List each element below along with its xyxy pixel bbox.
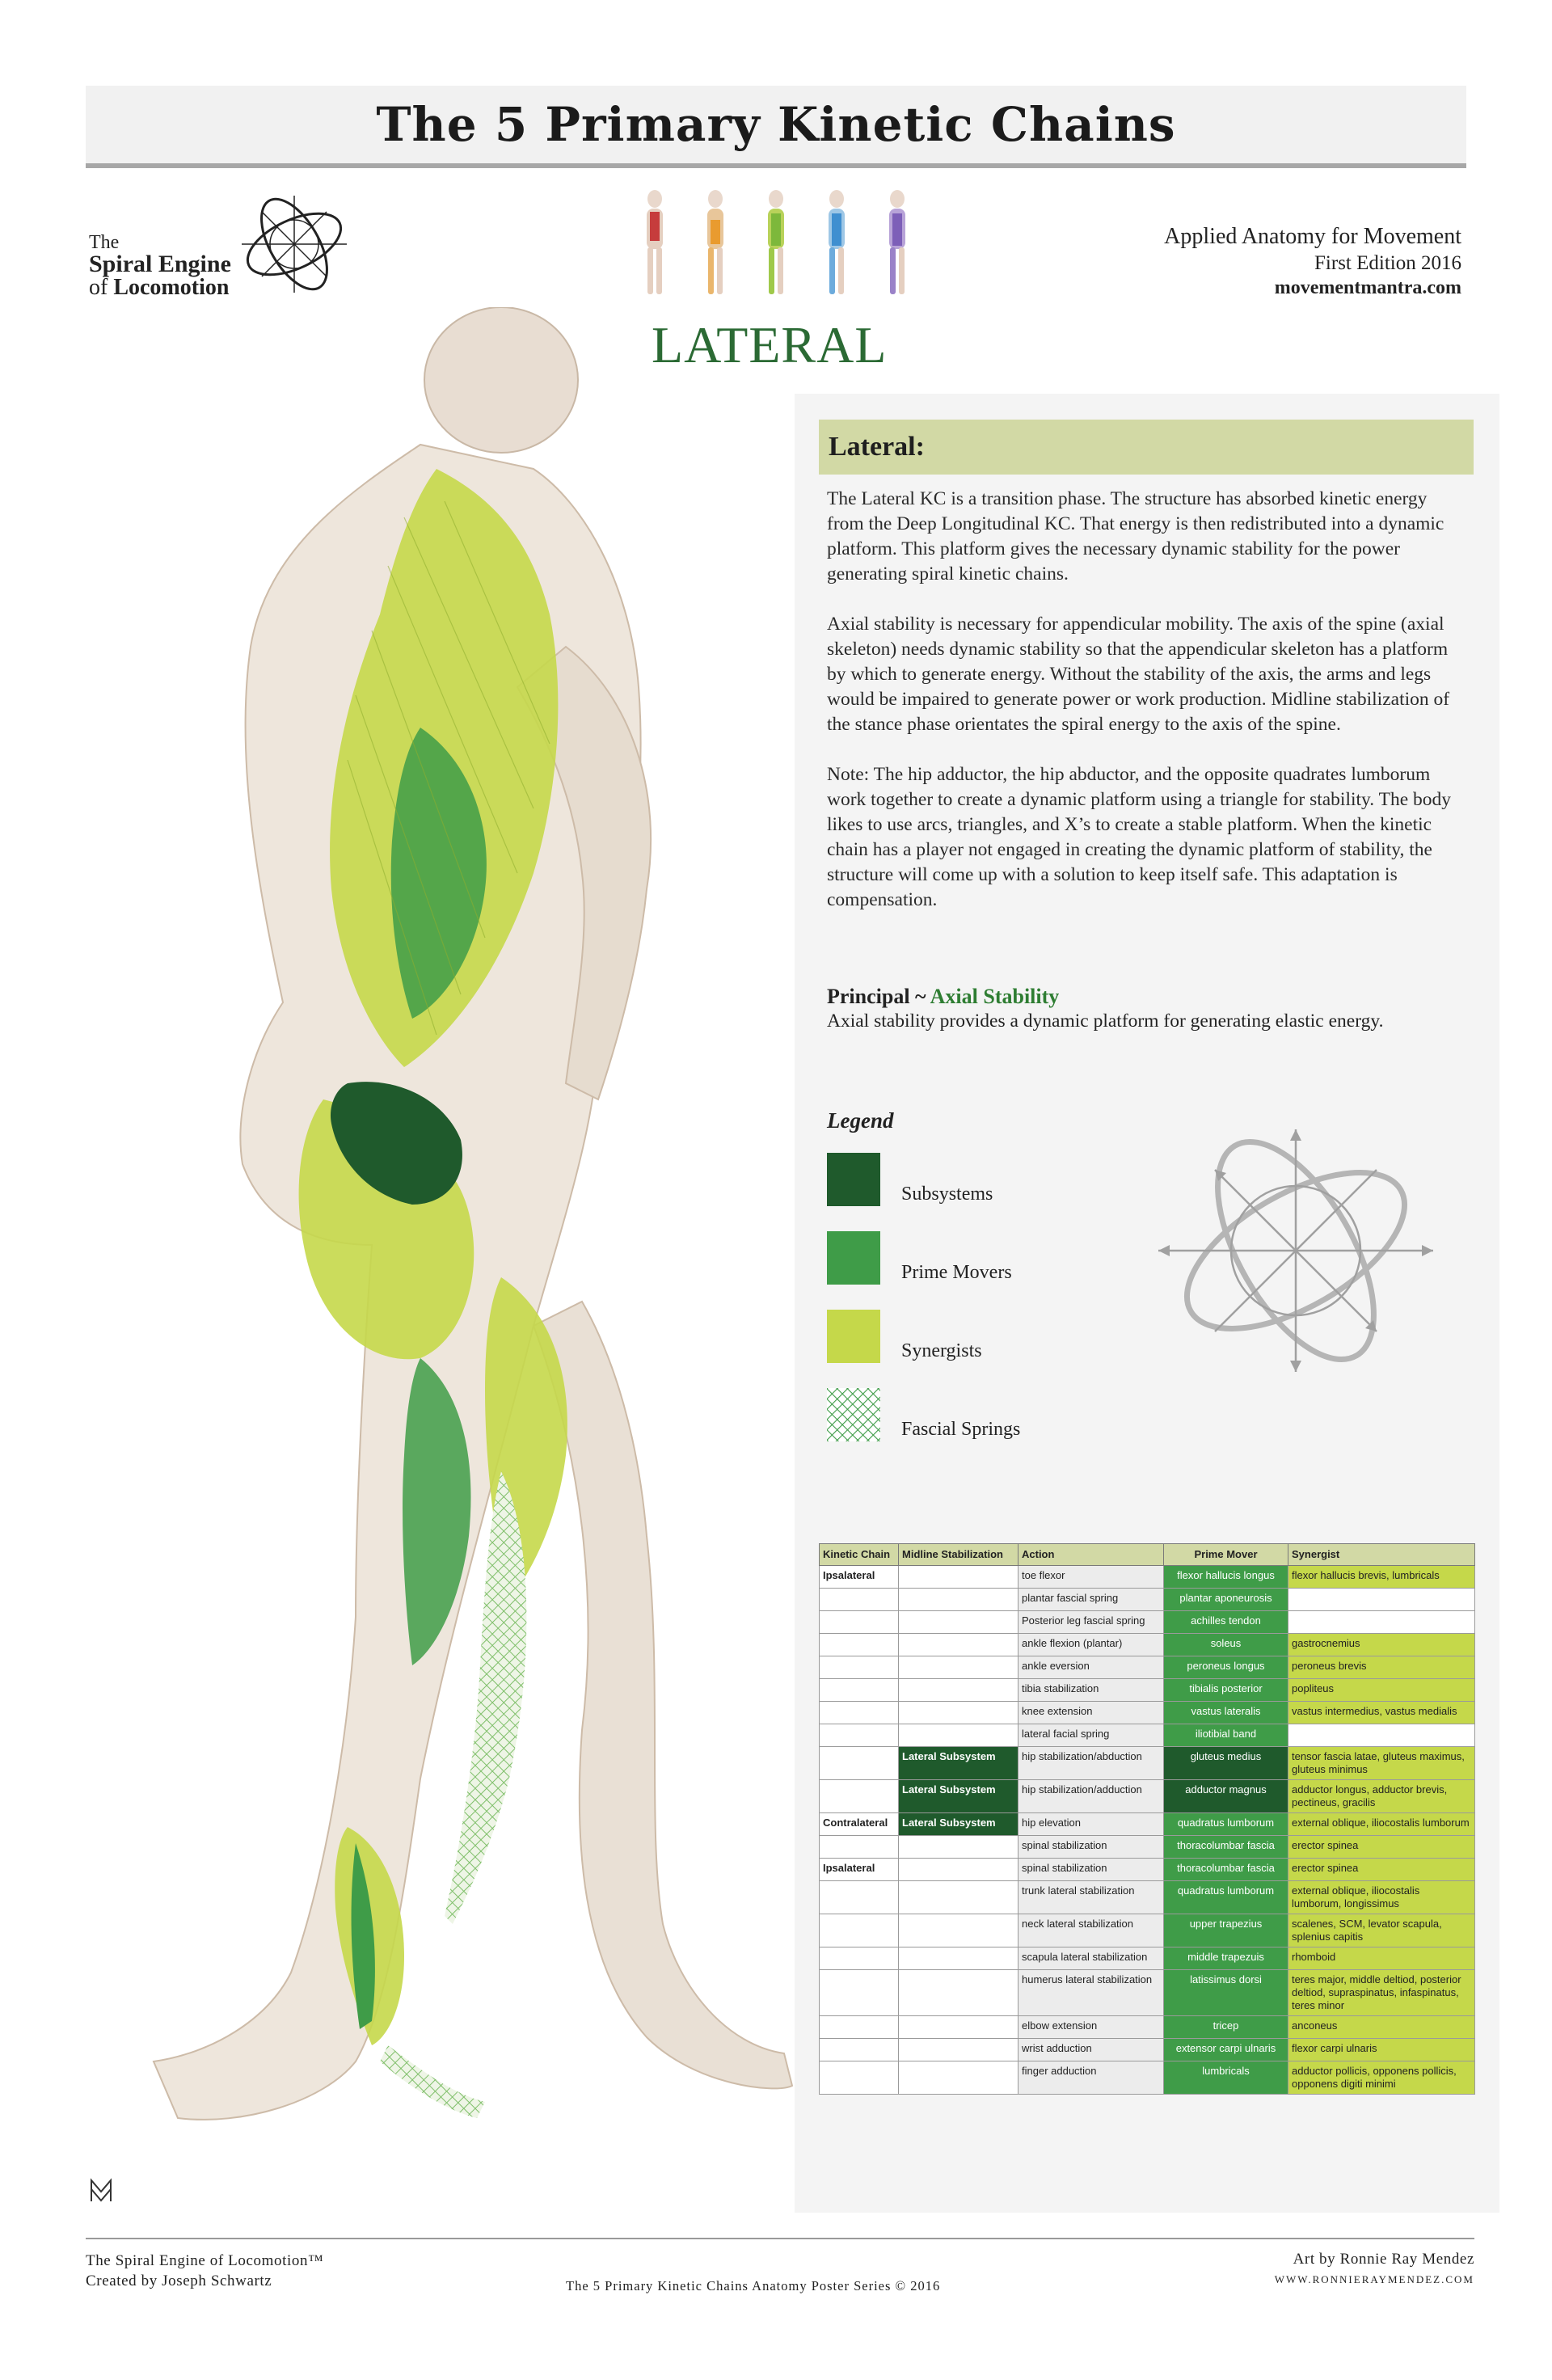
cell-kinetic-chain: Ipsalateral <box>820 1859 899 1881</box>
cell-synergist: popliteus <box>1288 1679 1475 1702</box>
legend-item-subsystems <box>827 1153 1150 1206</box>
cell-synergist: teres major, middle deltiod, posterior deltiod, supraspinatus, infaspinatus, teres minor <box>1288 1970 1475 2016</box>
cell-kinetic-chain <box>820 1611 899 1634</box>
cell-prime-mover: achilles tendon <box>1164 1611 1288 1634</box>
table-row <box>820 1747 1475 1780</box>
cell-kinetic-chain <box>820 1747 899 1780</box>
table-row <box>820 1656 1475 1679</box>
table-row <box>820 1914 1475 1947</box>
table-row <box>820 1947 1475 1970</box>
table-row <box>820 1813 1475 1836</box>
table-row <box>820 1836 1475 1859</box>
cell-midline <box>899 1656 1018 1679</box>
cell-prime-mover: upper trapezius <box>1164 1914 1288 1947</box>
cell-action: finger adduction <box>1018 2061 1164 2095</box>
cell-action: toe flexor <box>1018 1566 1164 1589</box>
legend-title: Legend <box>827 1108 894 1133</box>
cell-synergist: vastus intermedius, vastus medialis <box>1288 1702 1475 1724</box>
cell-kinetic-chain: Ipsalateral <box>820 1566 899 1589</box>
cell-kinetic-chain <box>820 1970 899 2016</box>
cell-midline <box>899 1634 1018 1656</box>
footer-artist: Art by Ronnie Ray Mendez <box>1293 2251 1474 2268</box>
legend-item-prime-movers <box>827 1231 1150 1285</box>
cell-synergist <box>1288 1724 1475 1747</box>
cell-kinetic-chain <box>820 1724 899 1747</box>
cell-prime-mover: latissimus dorsi <box>1164 1970 1288 2016</box>
poster-title: The 5 Primary Kinetic Chains <box>376 97 1176 152</box>
cell-action: hip stabilization/adduction <box>1018 1780 1164 1813</box>
five-figures-icon <box>622 188 930 301</box>
cell-midline <box>899 1589 1018 1611</box>
legend-swatch-subsystems <box>827 1153 880 1206</box>
cell-action: ankle eversion <box>1018 1656 1164 1679</box>
legend-label: Fascial Springs <box>901 1419 1021 1440</box>
cell-prime-mover: soleus <box>1164 1634 1288 1656</box>
cell-midline: Lateral Subsystem <box>899 1747 1018 1780</box>
footer-copyright: The 5 Primary Kinetic Chains Anatomy Poster Series © 2016 <box>566 2278 941 2293</box>
principal-block <box>827 984 1466 1034</box>
cell-synergist: external oblique, iliocostalis lumborum <box>1288 1813 1475 1836</box>
cell-kinetic-chain <box>820 2039 899 2061</box>
logo-line-3 <box>89 276 231 299</box>
table-row <box>820 1881 1475 1914</box>
cell-synergist: adductor pollicis, opponens pollicis, opponens digiti minimi <box>1288 2061 1475 2095</box>
table-row <box>820 1702 1475 1724</box>
cell-midline <box>899 1679 1018 1702</box>
cell-action: scapula lateral stabilization <box>1018 1947 1164 1970</box>
cell-midline: Lateral Subsystem <box>899 1780 1018 1813</box>
table-row <box>820 1634 1475 1656</box>
kinetic-chain-table <box>819 1543 1475 2095</box>
legend-swatch-prime-movers <box>827 1231 880 1285</box>
logo-line-3-prefix: of <box>89 275 114 300</box>
cell-action: spinal stabilization <box>1018 1859 1164 1881</box>
footer-artist-website: WWW.RONNIERAYMENDEZ.COM <box>1274 2273 1474 2285</box>
cell-midline <box>899 1859 1018 1881</box>
cell-prime-mover: peroneus longus <box>1164 1656 1288 1679</box>
spiral-diagram-icon <box>1150 1097 1441 1396</box>
logo-line-1: The <box>89 232 120 253</box>
cell-prime-mover: gluteus medius <box>1164 1747 1288 1780</box>
cell-midline <box>899 1566 1018 1589</box>
principal-value: Axial Stability <box>930 985 1060 1008</box>
cell-midline: Lateral Subsystem <box>899 1813 1018 1836</box>
table-row <box>820 1970 1475 2016</box>
cell-action: plantar fascial spring <box>1018 1589 1164 1611</box>
table-row <box>820 2039 1475 2061</box>
edition-website: movementmantra.com <box>1274 277 1461 299</box>
cell-action: neck lateral stabilization <box>1018 1914 1164 1947</box>
cell-action: ankle flexion (plantar) <box>1018 1634 1164 1656</box>
th-action: Action <box>1018 1544 1164 1566</box>
title-bar <box>86 86 1466 168</box>
edition-line-2: First Edition 2016 <box>1314 252 1461 274</box>
cell-synergist: flexor carpi ulnaris <box>1288 2039 1475 2061</box>
legend-item-fascial-springs <box>827 1388 1150 1441</box>
cell-synergist <box>1288 1589 1475 1611</box>
cell-prime-mover: vastus lateralis <box>1164 1702 1288 1724</box>
cell-action: trunk lateral stabilization <box>1018 1881 1164 1914</box>
cell-prime-mover: flexor hallucis longus <box>1164 1566 1288 1589</box>
cell-prime-mover: plantar aponeurosis <box>1164 1589 1288 1611</box>
cell-action: elbow extension <box>1018 2016 1164 2039</box>
table-row <box>820 1611 1475 1634</box>
edition-line-1: Applied Anatomy for Movement <box>1164 224 1461 249</box>
th-prime-mover: Prime Mover <box>1164 1544 1288 1566</box>
principal-label: Principal ~ <box>827 985 930 1008</box>
cell-prime-mover: thoracolumbar fascia <box>1164 1859 1288 1881</box>
cell-kinetic-chain <box>820 2061 899 2095</box>
cell-midline <box>899 1947 1018 1970</box>
cell-action: Posterior leg fascial spring <box>1018 1611 1164 1634</box>
spiral-logo-icon <box>234 179 355 317</box>
cell-prime-mover: iliotibial band <box>1164 1724 1288 1747</box>
panel-description <box>827 487 1466 938</box>
footer-series-name: The Spiral Engine of Locomotion™ <box>86 2252 324 2269</box>
cell-action: lateral facial spring <box>1018 1724 1164 1747</box>
cell-midline <box>899 1702 1018 1724</box>
cell-kinetic-chain <box>820 1836 899 1859</box>
cell-midline <box>899 1914 1018 1947</box>
cell-prime-mover: thoracolumbar fascia <box>1164 1836 1288 1859</box>
cell-kinetic-chain <box>820 2016 899 2039</box>
cell-midline <box>899 2016 1018 2039</box>
cell-kinetic-chain <box>820 1679 899 1702</box>
chain-subtitle: LATERAL <box>652 316 888 373</box>
cell-synergist: peroneus brevis <box>1288 1656 1475 1679</box>
cell-action: hip stabilization/abduction <box>1018 1747 1164 1780</box>
mm-monogram-icon <box>89 2178 113 2204</box>
logo-line-2: Spiral Engine <box>89 251 231 277</box>
cell-kinetic-chain <box>820 1947 899 1970</box>
cell-kinetic-chain <box>820 1881 899 1914</box>
cell-synergist: flexor hallucis brevis, lumbricals <box>1288 1566 1475 1589</box>
logo-text <box>89 233 231 299</box>
footer-creator: Created by Joseph Schwartz <box>86 2272 272 2289</box>
cell-synergist: rhomboid <box>1288 1947 1475 1970</box>
principal-description: Axial stability provides a dynamic platform for generating elastic energy. <box>827 1011 1384 1032</box>
table-row <box>820 1780 1475 1813</box>
cell-synergist: scalenes, SCM, levator scapula, splenius capitis <box>1288 1914 1475 1947</box>
principal-heading <box>827 984 1466 1009</box>
cell-prime-mover: extensor carpi ulnaris <box>1164 2039 1288 2061</box>
table-row <box>820 1724 1475 1747</box>
cell-action: humerus lateral stabilization <box>1018 1970 1164 2016</box>
description-paragraph-2: Axial stability is necessary for appendicular mobility. The axis of the spine (axial skeleton) needs dynamic stability so that the appendicular skeleton has a platform by which to generate energy. Without the stability of the axis, the arms and legs would be impaired to generate power or work production. Midline stabilization of the stance phase orientates the spiral energy to the axis of the spine. <box>827 614 1450 735</box>
cell-kinetic-chain <box>820 1914 899 1947</box>
footer-right <box>1275 2251 1474 2286</box>
panel-header-label: Lateral: <box>829 432 925 462</box>
cell-kinetic-chain <box>820 1634 899 1656</box>
logo-line-3-bold: Locomotion <box>113 275 230 300</box>
cell-prime-mover: tibialis posterior <box>1164 1679 1288 1702</box>
description-paragraph-3: Note: The hip adductor, the hip abductor, and the opposite quadrates lumborum work together to create a dynamic platform using a triangle for stability. The body likes to use arcs, triangles, and X’s to create a stable platform. When the kinetic chain has a player not engaged in creating the dynamic platform of stability, the structure will come up with a solution to keep itself safe. This adaptation is compensation. <box>827 764 1452 910</box>
cell-synergist: erector spinea <box>1288 1859 1475 1881</box>
cell-synergist: tensor fascia latae, gluteus maximus, gluteus minimus <box>1288 1747 1475 1780</box>
cell-prime-mover: quadratus lumborum <box>1164 1881 1288 1914</box>
cell-kinetic-chain <box>820 1589 899 1611</box>
cell-midline <box>899 1611 1018 1634</box>
cell-action: knee extension <box>1018 1702 1164 1724</box>
cell-kinetic-chain <box>820 1780 899 1813</box>
cell-action: hip elevation <box>1018 1813 1164 1836</box>
cell-prime-mover: quadratus lumborum <box>1164 1813 1288 1836</box>
cell-synergist: gastrocnemius <box>1288 1634 1475 1656</box>
table-row <box>820 2061 1475 2095</box>
panel-header <box>819 420 1474 475</box>
legend-item-synergists <box>827 1310 1150 1363</box>
th-kinetic-chain: Kinetic Chain <box>820 1544 899 1566</box>
cell-midline <box>899 1970 1018 2016</box>
cell-prime-mover: lumbricals <box>1164 2061 1288 2095</box>
cell-kinetic-chain: Contralateral <box>820 1813 899 1836</box>
table-row <box>820 1566 1475 1589</box>
table-header-row <box>820 1544 1475 1566</box>
cell-action: spinal stabilization <box>1018 1836 1164 1859</box>
table-row <box>820 2016 1475 2039</box>
anatomy-illustration <box>81 307 808 2175</box>
cell-midline <box>899 1724 1018 1747</box>
info-panel <box>795 394 1499 2213</box>
table-row <box>820 1589 1475 1611</box>
cell-prime-mover: adductor magnus <box>1164 1780 1288 1813</box>
cell-synergist <box>1288 1611 1475 1634</box>
cell-midline <box>899 2039 1018 2061</box>
legend-swatch-fascial-springs <box>827 1388 880 1441</box>
cell-midline <box>899 2061 1018 2095</box>
legend-label: Subsystems <box>901 1184 993 1205</box>
legend-label: Synergists <box>901 1340 982 1361</box>
legend-swatch-synergists <box>827 1310 880 1363</box>
cell-synergist: anconeus <box>1288 2016 1475 2039</box>
spiral-engine-logo <box>84 179 359 317</box>
cell-synergist: external oblique, iliocostalis lumborum, longissimus <box>1288 1881 1475 1914</box>
cell-kinetic-chain <box>820 1656 899 1679</box>
th-synergist: Synergist <box>1288 1544 1475 1566</box>
cell-prime-mover: middle trapezuis <box>1164 1947 1288 1970</box>
th-midline: Midline Stabilization <box>899 1544 1018 1566</box>
cell-midline <box>899 1836 1018 1859</box>
table-row <box>820 1859 1475 1881</box>
footer-left <box>86 2251 323 2291</box>
description-paragraph-1: The Lateral KC is a transition phase. The structure has absorbed kinetic energy from the Deep Longitudinal KC. That energy is then redistributed into a dynamic platform. This platform gives the necessary dynamic stability for the power generating spiral kinetic chains. <box>827 488 1444 584</box>
footer-divider <box>86 2238 1474 2239</box>
cell-synergist: erector spinea <box>1288 1836 1475 1859</box>
edition-info <box>1164 222 1461 300</box>
cell-action: tibia stabilization <box>1018 1679 1164 1702</box>
table-row <box>820 1679 1475 1702</box>
cell-kinetic-chain <box>820 1702 899 1724</box>
legend-label: Prime Movers <box>901 1262 1012 1283</box>
cell-action: wrist adduction <box>1018 2039 1164 2061</box>
cell-midline <box>899 1881 1018 1914</box>
cell-prime-mover: tricep <box>1164 2016 1288 2039</box>
cell-synergist: adductor longus, adductor brevis, pectineus, gracilis <box>1288 1780 1475 1813</box>
